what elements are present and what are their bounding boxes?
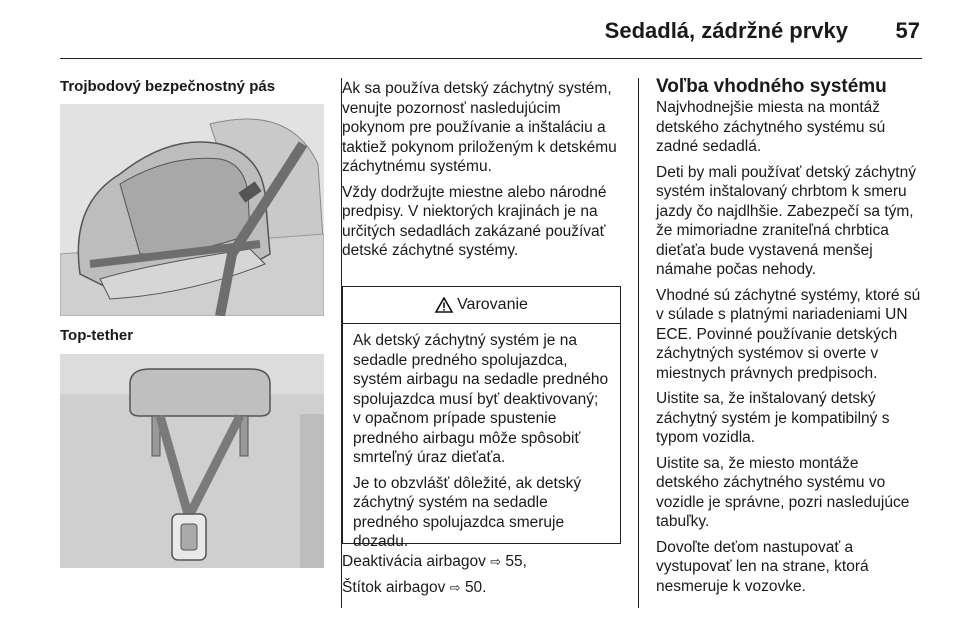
section-label-three-point-belt: Trojbodový bezpečnostný pás	[60, 78, 276, 95]
warning-paragraph: Ak detský záchytný systém je na sedadle predného spolujazdca, systém airbagu na sedadle predného spolujazdca musí byť deaktivovaný; v opačnom prípade spustenie predného airbagu môže spôsobiť smrteľný úraz dieťaťa.	[353, 332, 609, 466]
column-divider-2	[638, 78, 639, 608]
warning-header	[343, 287, 620, 324]
cross-references	[342, 552, 622, 603]
paragraph: Vždy dodržujte miestne alebo národné predpisy. V niektorých krajinách je na určitých sedadlách zakázané používať detské záchytné systémy.	[342, 183, 607, 259]
paragraph: Najvhodnejšie miesta na montáž detského záchytného systému sú zadné sedadlá.	[656, 99, 886, 155]
child-seat-belt-illustration	[60, 104, 324, 316]
warning-title: Varovanie	[457, 296, 528, 313]
warning-box	[342, 286, 621, 550]
header-divider	[60, 58, 922, 59]
warning-triangle-icon	[435, 297, 453, 313]
top-tether-illustration	[60, 354, 324, 568]
page-title: Sedadlá, zádržné prvky	[604, 18, 848, 43]
right-column	[656, 76, 924, 602]
reference-arrow-icon: ⇨	[490, 554, 502, 569]
page-header	[60, 18, 922, 52]
paragraph: Deti by mali používať detský záchytný systém inštalovaný chrbtom k smeru jazdy čo najdlhšie. Zabezpečí sa tým, že mimoriadne zraniteľná chrbtica dieťaťa bude vystavená menšej námahe počas nehody.	[656, 163, 916, 278]
reference-airbag-deactivation[interactable]: Deaktivácia airbagov ⇨ 55,	[342, 553, 527, 570]
paragraph: Ak sa používa detský záchytný systém, venujte pozornosť nasledujúcim pokynom pre používanie a inštaláciu a taktiež pokynom priloženým k detskému záchytnému systému.	[342, 80, 617, 175]
paragraph: Dovoľte deťom nastupovať a vystupovať len na strane, ktorá nesmeruje k vozovke.	[656, 538, 869, 595]
paragraph: Uistite sa, že inštalovaný detský záchytný systém je kompatibilný s typom vozidla.	[656, 390, 890, 446]
left-column	[60, 78, 324, 96]
reference-airbag-label[interactable]: Štítok airbagov ⇨ 50.	[342, 578, 487, 596]
warning-body	[343, 324, 620, 552]
paragraph: Uistite sa, že miesto montáže detského záchytného systému vo vozidle je správne, pozri nasledujúce tabuľky.	[656, 454, 910, 530]
page-number: 57	[895, 18, 920, 43]
paragraph: Vhodné sú záchytné systémy, ktoré sú v súlade s platnými nariadeniami UN ECE. Povinné používanie detských záchytných systémov si overte v miestnych právnych predpisoch.	[656, 286, 921, 382]
reference-arrow-icon: ⇨	[449, 579, 461, 595]
middle-column	[342, 79, 622, 267]
warning-paragraph: Je to obzvlášť dôležité, ak detský záchytný systém na sedadle predného spolujazdca smeruje dozadu.	[353, 474, 582, 550]
section-heading: Voľba vhodného systému	[656, 76, 887, 97]
section-label-top-tether: Top-tether	[60, 327, 134, 344]
